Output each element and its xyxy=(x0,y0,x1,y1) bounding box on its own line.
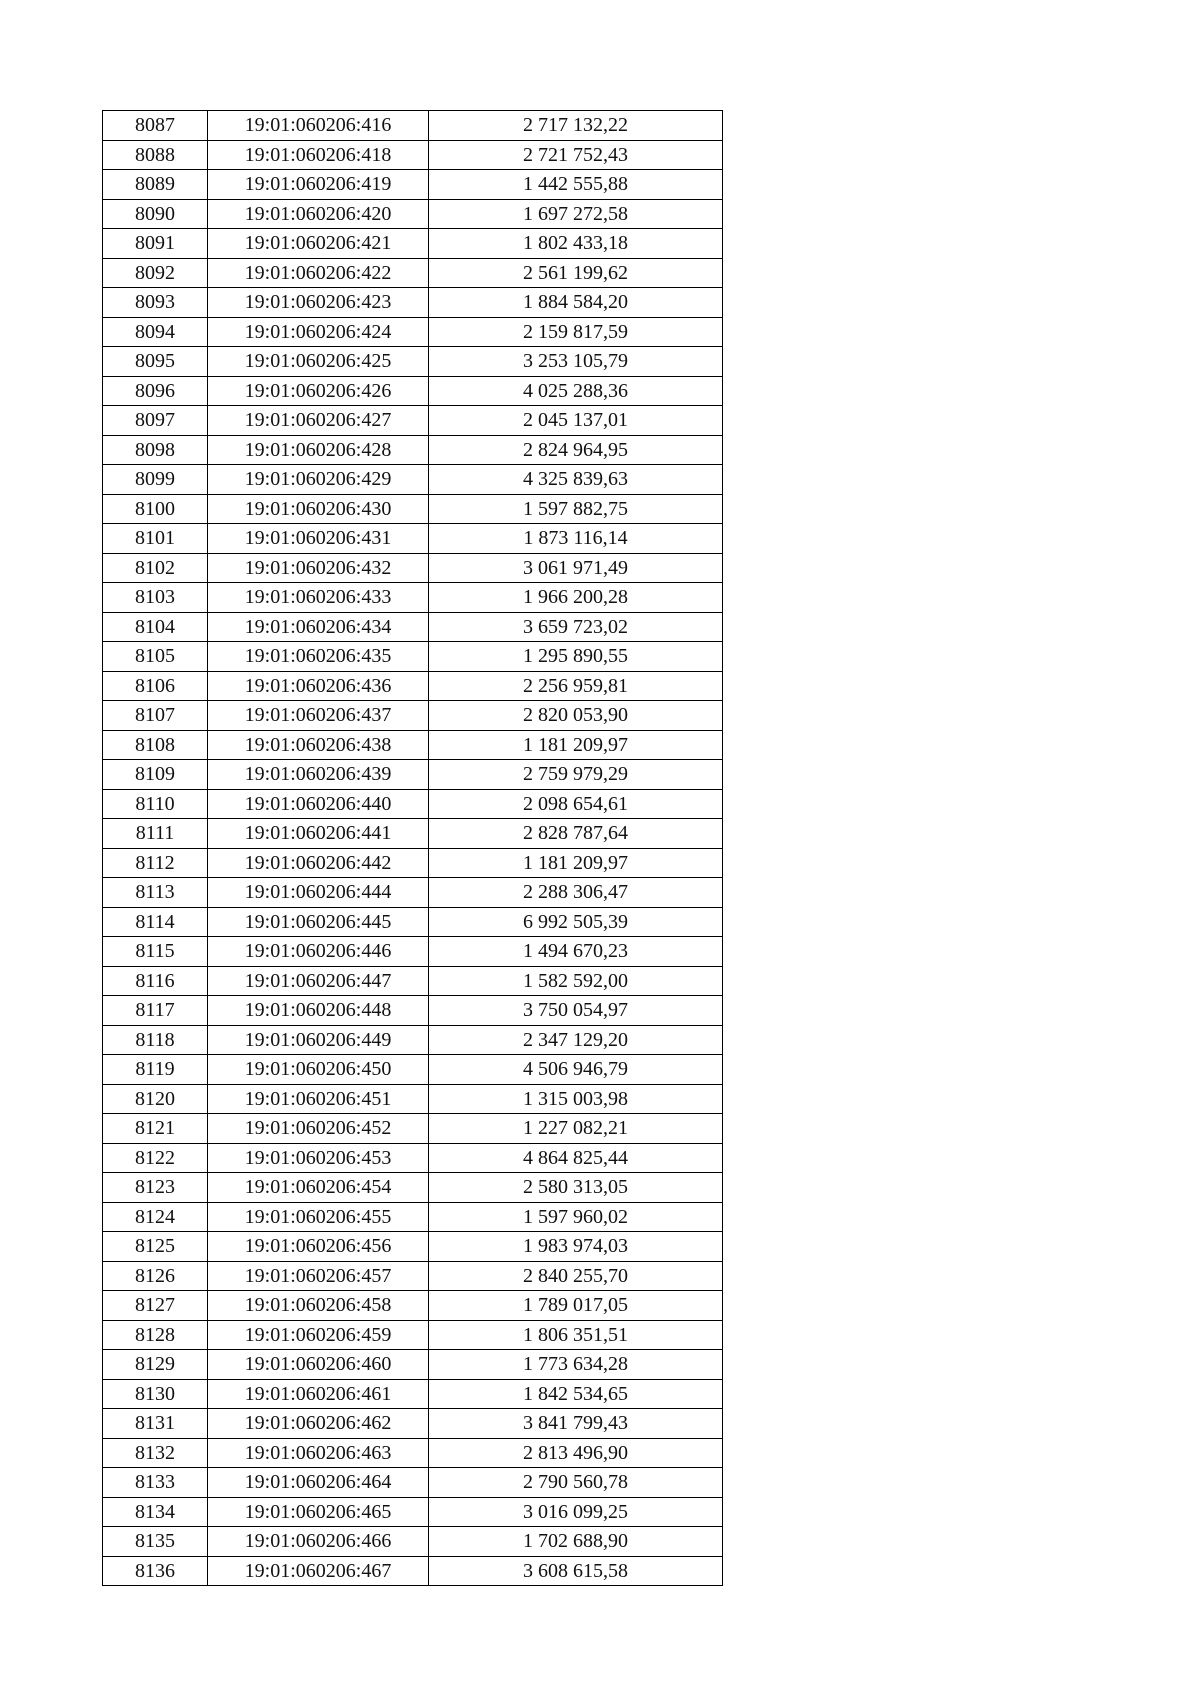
row-number-cell: 8113 xyxy=(103,878,208,908)
table-row xyxy=(103,111,723,141)
table-row xyxy=(103,317,723,347)
table-row xyxy=(103,612,723,642)
value-cell: 2 717 132,22 xyxy=(429,111,723,141)
table-row xyxy=(103,878,723,908)
value-cell: 4 325 839,63 xyxy=(429,465,723,495)
table-row xyxy=(103,1143,723,1173)
row-number-cell: 8129 xyxy=(103,1350,208,1380)
table-row xyxy=(103,1173,723,1203)
row-number-cell: 8088 xyxy=(103,140,208,170)
value-cell: 3 841 799,43 xyxy=(429,1409,723,1439)
row-number-cell: 8122 xyxy=(103,1143,208,1173)
value-cell: 1 884 584,20 xyxy=(429,288,723,318)
data-table xyxy=(102,110,723,1586)
table-row xyxy=(103,701,723,731)
value-cell: 3 016 099,25 xyxy=(429,1497,723,1527)
row-number-cell: 8100 xyxy=(103,494,208,524)
table-row xyxy=(103,1438,723,1468)
table-row xyxy=(103,494,723,524)
value-cell: 1 582 592,00 xyxy=(429,966,723,996)
cadastral-number-cell: 19:01:060206:425 xyxy=(208,347,429,377)
table-body xyxy=(103,111,723,1586)
row-number-cell: 8132 xyxy=(103,1438,208,1468)
cadastral-number-cell: 19:01:060206:432 xyxy=(208,553,429,583)
table-row xyxy=(103,1291,723,1321)
value-cell: 1 494 670,23 xyxy=(429,937,723,967)
value-cell: 2 045 137,01 xyxy=(429,406,723,436)
cadastral-number-cell: 19:01:060206:437 xyxy=(208,701,429,731)
row-number-cell: 8087 xyxy=(103,111,208,141)
value-cell: 2 840 255,70 xyxy=(429,1261,723,1291)
table-row xyxy=(103,1379,723,1409)
row-number-cell: 8130 xyxy=(103,1379,208,1409)
value-cell: 2 561 199,62 xyxy=(429,258,723,288)
cadastral-number-cell: 19:01:060206:457 xyxy=(208,1261,429,1291)
value-cell: 3 659 723,02 xyxy=(429,612,723,642)
table-row xyxy=(103,760,723,790)
table-row xyxy=(103,848,723,878)
value-cell: 2 288 306,47 xyxy=(429,878,723,908)
cadastral-number-cell: 19:01:060206:439 xyxy=(208,760,429,790)
value-cell: 3 750 054,97 xyxy=(429,996,723,1026)
cadastral-number-cell: 19:01:060206:462 xyxy=(208,1409,429,1439)
value-cell: 1 702 688,90 xyxy=(429,1527,723,1557)
table-row xyxy=(103,406,723,436)
row-number-cell: 8127 xyxy=(103,1291,208,1321)
cadastral-number-cell: 19:01:060206:452 xyxy=(208,1114,429,1144)
row-number-cell: 8095 xyxy=(103,347,208,377)
cadastral-number-cell: 19:01:060206:440 xyxy=(208,789,429,819)
row-number-cell: 8121 xyxy=(103,1114,208,1144)
value-cell: 6 992 505,39 xyxy=(429,907,723,937)
cadastral-number-cell: 19:01:060206:420 xyxy=(208,199,429,229)
cadastral-number-cell: 19:01:060206:426 xyxy=(208,376,429,406)
cadastral-number-cell: 19:01:060206:441 xyxy=(208,819,429,849)
table-row xyxy=(103,229,723,259)
cadastral-number-cell: 19:01:060206:467 xyxy=(208,1556,429,1586)
table-row xyxy=(103,288,723,318)
row-number-cell: 8136 xyxy=(103,1556,208,1586)
cadastral-number-cell: 19:01:060206:442 xyxy=(208,848,429,878)
table-row xyxy=(103,1025,723,1055)
value-cell: 1 983 974,03 xyxy=(429,1232,723,1262)
row-number-cell: 8089 xyxy=(103,170,208,200)
row-number-cell: 8133 xyxy=(103,1468,208,1498)
value-cell: 3 061 971,49 xyxy=(429,553,723,583)
cadastral-number-cell: 19:01:060206:450 xyxy=(208,1055,429,1085)
cadastral-number-cell: 19:01:060206:456 xyxy=(208,1232,429,1262)
value-cell: 1 697 272,58 xyxy=(429,199,723,229)
value-cell: 1 802 433,18 xyxy=(429,229,723,259)
table-row xyxy=(103,1468,723,1498)
row-number-cell: 8126 xyxy=(103,1261,208,1291)
value-cell: 2 820 053,90 xyxy=(429,701,723,731)
row-number-cell: 8123 xyxy=(103,1173,208,1203)
value-cell: 1 181 209,97 xyxy=(429,730,723,760)
cadastral-number-cell: 19:01:060206:464 xyxy=(208,1468,429,1498)
table-row xyxy=(103,1084,723,1114)
table-row xyxy=(103,435,723,465)
row-number-cell: 8090 xyxy=(103,199,208,229)
table-row xyxy=(103,347,723,377)
row-number-cell: 8118 xyxy=(103,1025,208,1055)
value-cell: 1 806 351,51 xyxy=(429,1320,723,1350)
cadastral-number-cell: 19:01:060206:430 xyxy=(208,494,429,524)
table-row xyxy=(103,996,723,1026)
table-row xyxy=(103,1556,723,1586)
cadastral-number-cell: 19:01:060206:466 xyxy=(208,1527,429,1557)
cadastral-number-cell: 19:01:060206:427 xyxy=(208,406,429,436)
value-cell: 4 506 946,79 xyxy=(429,1055,723,1085)
cadastral-number-cell: 19:01:060206:465 xyxy=(208,1497,429,1527)
table-row xyxy=(103,1055,723,1085)
row-number-cell: 8116 xyxy=(103,966,208,996)
table-row xyxy=(103,1497,723,1527)
cadastral-number-cell: 19:01:060206:428 xyxy=(208,435,429,465)
cadastral-number-cell: 19:01:060206:431 xyxy=(208,524,429,554)
row-number-cell: 8131 xyxy=(103,1409,208,1439)
row-number-cell: 8108 xyxy=(103,730,208,760)
table-row xyxy=(103,199,723,229)
value-cell: 2 828 787,64 xyxy=(429,819,723,849)
row-number-cell: 8134 xyxy=(103,1497,208,1527)
table-row xyxy=(103,1261,723,1291)
table-row xyxy=(103,258,723,288)
cadastral-number-cell: 19:01:060206:433 xyxy=(208,583,429,613)
row-number-cell: 8115 xyxy=(103,937,208,967)
value-cell: 1 873 116,14 xyxy=(429,524,723,554)
cadastral-number-cell: 19:01:060206:460 xyxy=(208,1350,429,1380)
value-cell: 1 789 017,05 xyxy=(429,1291,723,1321)
value-cell: 1 966 200,28 xyxy=(429,583,723,613)
cadastral-number-cell: 19:01:060206:424 xyxy=(208,317,429,347)
table-row xyxy=(103,819,723,849)
row-number-cell: 8107 xyxy=(103,701,208,731)
row-number-cell: 8135 xyxy=(103,1527,208,1557)
value-cell: 1 295 890,55 xyxy=(429,642,723,672)
row-number-cell: 8119 xyxy=(103,1055,208,1085)
row-number-cell: 8102 xyxy=(103,553,208,583)
cadastral-number-cell: 19:01:060206:454 xyxy=(208,1173,429,1203)
table-row xyxy=(103,966,723,996)
cadastral-number-cell: 19:01:060206:416 xyxy=(208,111,429,141)
row-number-cell: 8110 xyxy=(103,789,208,819)
row-number-cell: 8098 xyxy=(103,435,208,465)
cadastral-number-cell: 19:01:060206:423 xyxy=(208,288,429,318)
value-cell: 3 253 105,79 xyxy=(429,347,723,377)
cadastral-number-cell: 19:01:060206:444 xyxy=(208,878,429,908)
table-row xyxy=(103,730,723,760)
row-number-cell: 8117 xyxy=(103,996,208,1026)
cadastral-number-cell: 19:01:060206:461 xyxy=(208,1379,429,1409)
table-row xyxy=(103,1527,723,1557)
value-cell: 1 842 534,65 xyxy=(429,1379,723,1409)
value-cell: 2 098 654,61 xyxy=(429,789,723,819)
row-number-cell: 8125 xyxy=(103,1232,208,1262)
cadastral-number-cell: 19:01:060206:429 xyxy=(208,465,429,495)
table-row xyxy=(103,465,723,495)
value-cell: 3 608 615,58 xyxy=(429,1556,723,1586)
row-number-cell: 8093 xyxy=(103,288,208,318)
table-row xyxy=(103,553,723,583)
cadastral-number-cell: 19:01:060206:447 xyxy=(208,966,429,996)
cadastral-number-cell: 19:01:060206:419 xyxy=(208,170,429,200)
value-cell: 2 256 959,81 xyxy=(429,671,723,701)
value-cell: 2 790 560,78 xyxy=(429,1468,723,1498)
table-row xyxy=(103,376,723,406)
cadastral-number-cell: 19:01:060206:434 xyxy=(208,612,429,642)
row-number-cell: 8124 xyxy=(103,1202,208,1232)
table-row xyxy=(103,907,723,937)
value-cell: 1 597 882,75 xyxy=(429,494,723,524)
table-row xyxy=(103,170,723,200)
value-cell: 1 442 555,88 xyxy=(429,170,723,200)
row-number-cell: 8105 xyxy=(103,642,208,672)
row-number-cell: 8091 xyxy=(103,229,208,259)
value-cell: 2 347 129,20 xyxy=(429,1025,723,1055)
value-cell: 2 824 964,95 xyxy=(429,435,723,465)
value-cell: 2 159 817,59 xyxy=(429,317,723,347)
cadastral-number-cell: 19:01:060206:459 xyxy=(208,1320,429,1350)
row-number-cell: 8099 xyxy=(103,465,208,495)
row-number-cell: 8112 xyxy=(103,848,208,878)
table-row xyxy=(103,937,723,967)
row-number-cell: 8092 xyxy=(103,258,208,288)
cadastral-number-cell: 19:01:060206:458 xyxy=(208,1291,429,1321)
table-row xyxy=(103,1350,723,1380)
table-row xyxy=(103,789,723,819)
row-number-cell: 8097 xyxy=(103,406,208,436)
row-number-cell: 8128 xyxy=(103,1320,208,1350)
cadastral-number-cell: 19:01:060206:451 xyxy=(208,1084,429,1114)
cadastral-number-cell: 19:01:060206:455 xyxy=(208,1202,429,1232)
cadastral-number-cell: 19:01:060206:446 xyxy=(208,937,429,967)
cadastral-number-cell: 19:01:060206:435 xyxy=(208,642,429,672)
cadastral-number-cell: 19:01:060206:453 xyxy=(208,1143,429,1173)
value-cell: 1 773 634,28 xyxy=(429,1350,723,1380)
row-number-cell: 8114 xyxy=(103,907,208,937)
row-number-cell: 8094 xyxy=(103,317,208,347)
table-row xyxy=(103,642,723,672)
cadastral-number-cell: 19:01:060206:463 xyxy=(208,1438,429,1468)
cadastral-number-cell: 19:01:060206:418 xyxy=(208,140,429,170)
value-cell: 1 597 960,02 xyxy=(429,1202,723,1232)
cadastral-number-cell: 19:01:060206:438 xyxy=(208,730,429,760)
table-row xyxy=(103,1114,723,1144)
table-row xyxy=(103,524,723,554)
table-row xyxy=(103,671,723,701)
row-number-cell: 8103 xyxy=(103,583,208,613)
value-cell: 4 025 288,36 xyxy=(429,376,723,406)
row-number-cell: 8120 xyxy=(103,1084,208,1114)
table-row xyxy=(103,1320,723,1350)
cadastral-number-cell: 19:01:060206:421 xyxy=(208,229,429,259)
cadastral-number-cell: 19:01:060206:448 xyxy=(208,996,429,1026)
value-cell: 2 580 313,05 xyxy=(429,1173,723,1203)
cadastral-number-cell: 19:01:060206:449 xyxy=(208,1025,429,1055)
cadastral-number-cell: 19:01:060206:445 xyxy=(208,907,429,937)
row-number-cell: 8096 xyxy=(103,376,208,406)
row-number-cell: 8106 xyxy=(103,671,208,701)
row-number-cell: 8101 xyxy=(103,524,208,554)
value-cell: 1 315 003,98 xyxy=(429,1084,723,1114)
table-row xyxy=(103,583,723,613)
value-cell: 2 721 752,43 xyxy=(429,140,723,170)
table-row xyxy=(103,1409,723,1439)
table-row xyxy=(103,1232,723,1262)
value-cell: 1 181 209,97 xyxy=(429,848,723,878)
value-cell: 2 813 496,90 xyxy=(429,1438,723,1468)
value-cell: 1 227 082,21 xyxy=(429,1114,723,1144)
row-number-cell: 8104 xyxy=(103,612,208,642)
value-cell: 2 759 979,29 xyxy=(429,760,723,790)
cadastral-number-cell: 19:01:060206:422 xyxy=(208,258,429,288)
table-row xyxy=(103,140,723,170)
value-cell: 4 864 825,44 xyxy=(429,1143,723,1173)
row-number-cell: 8109 xyxy=(103,760,208,790)
row-number-cell: 8111 xyxy=(103,819,208,849)
cadastral-number-cell: 19:01:060206:436 xyxy=(208,671,429,701)
table-row xyxy=(103,1202,723,1232)
